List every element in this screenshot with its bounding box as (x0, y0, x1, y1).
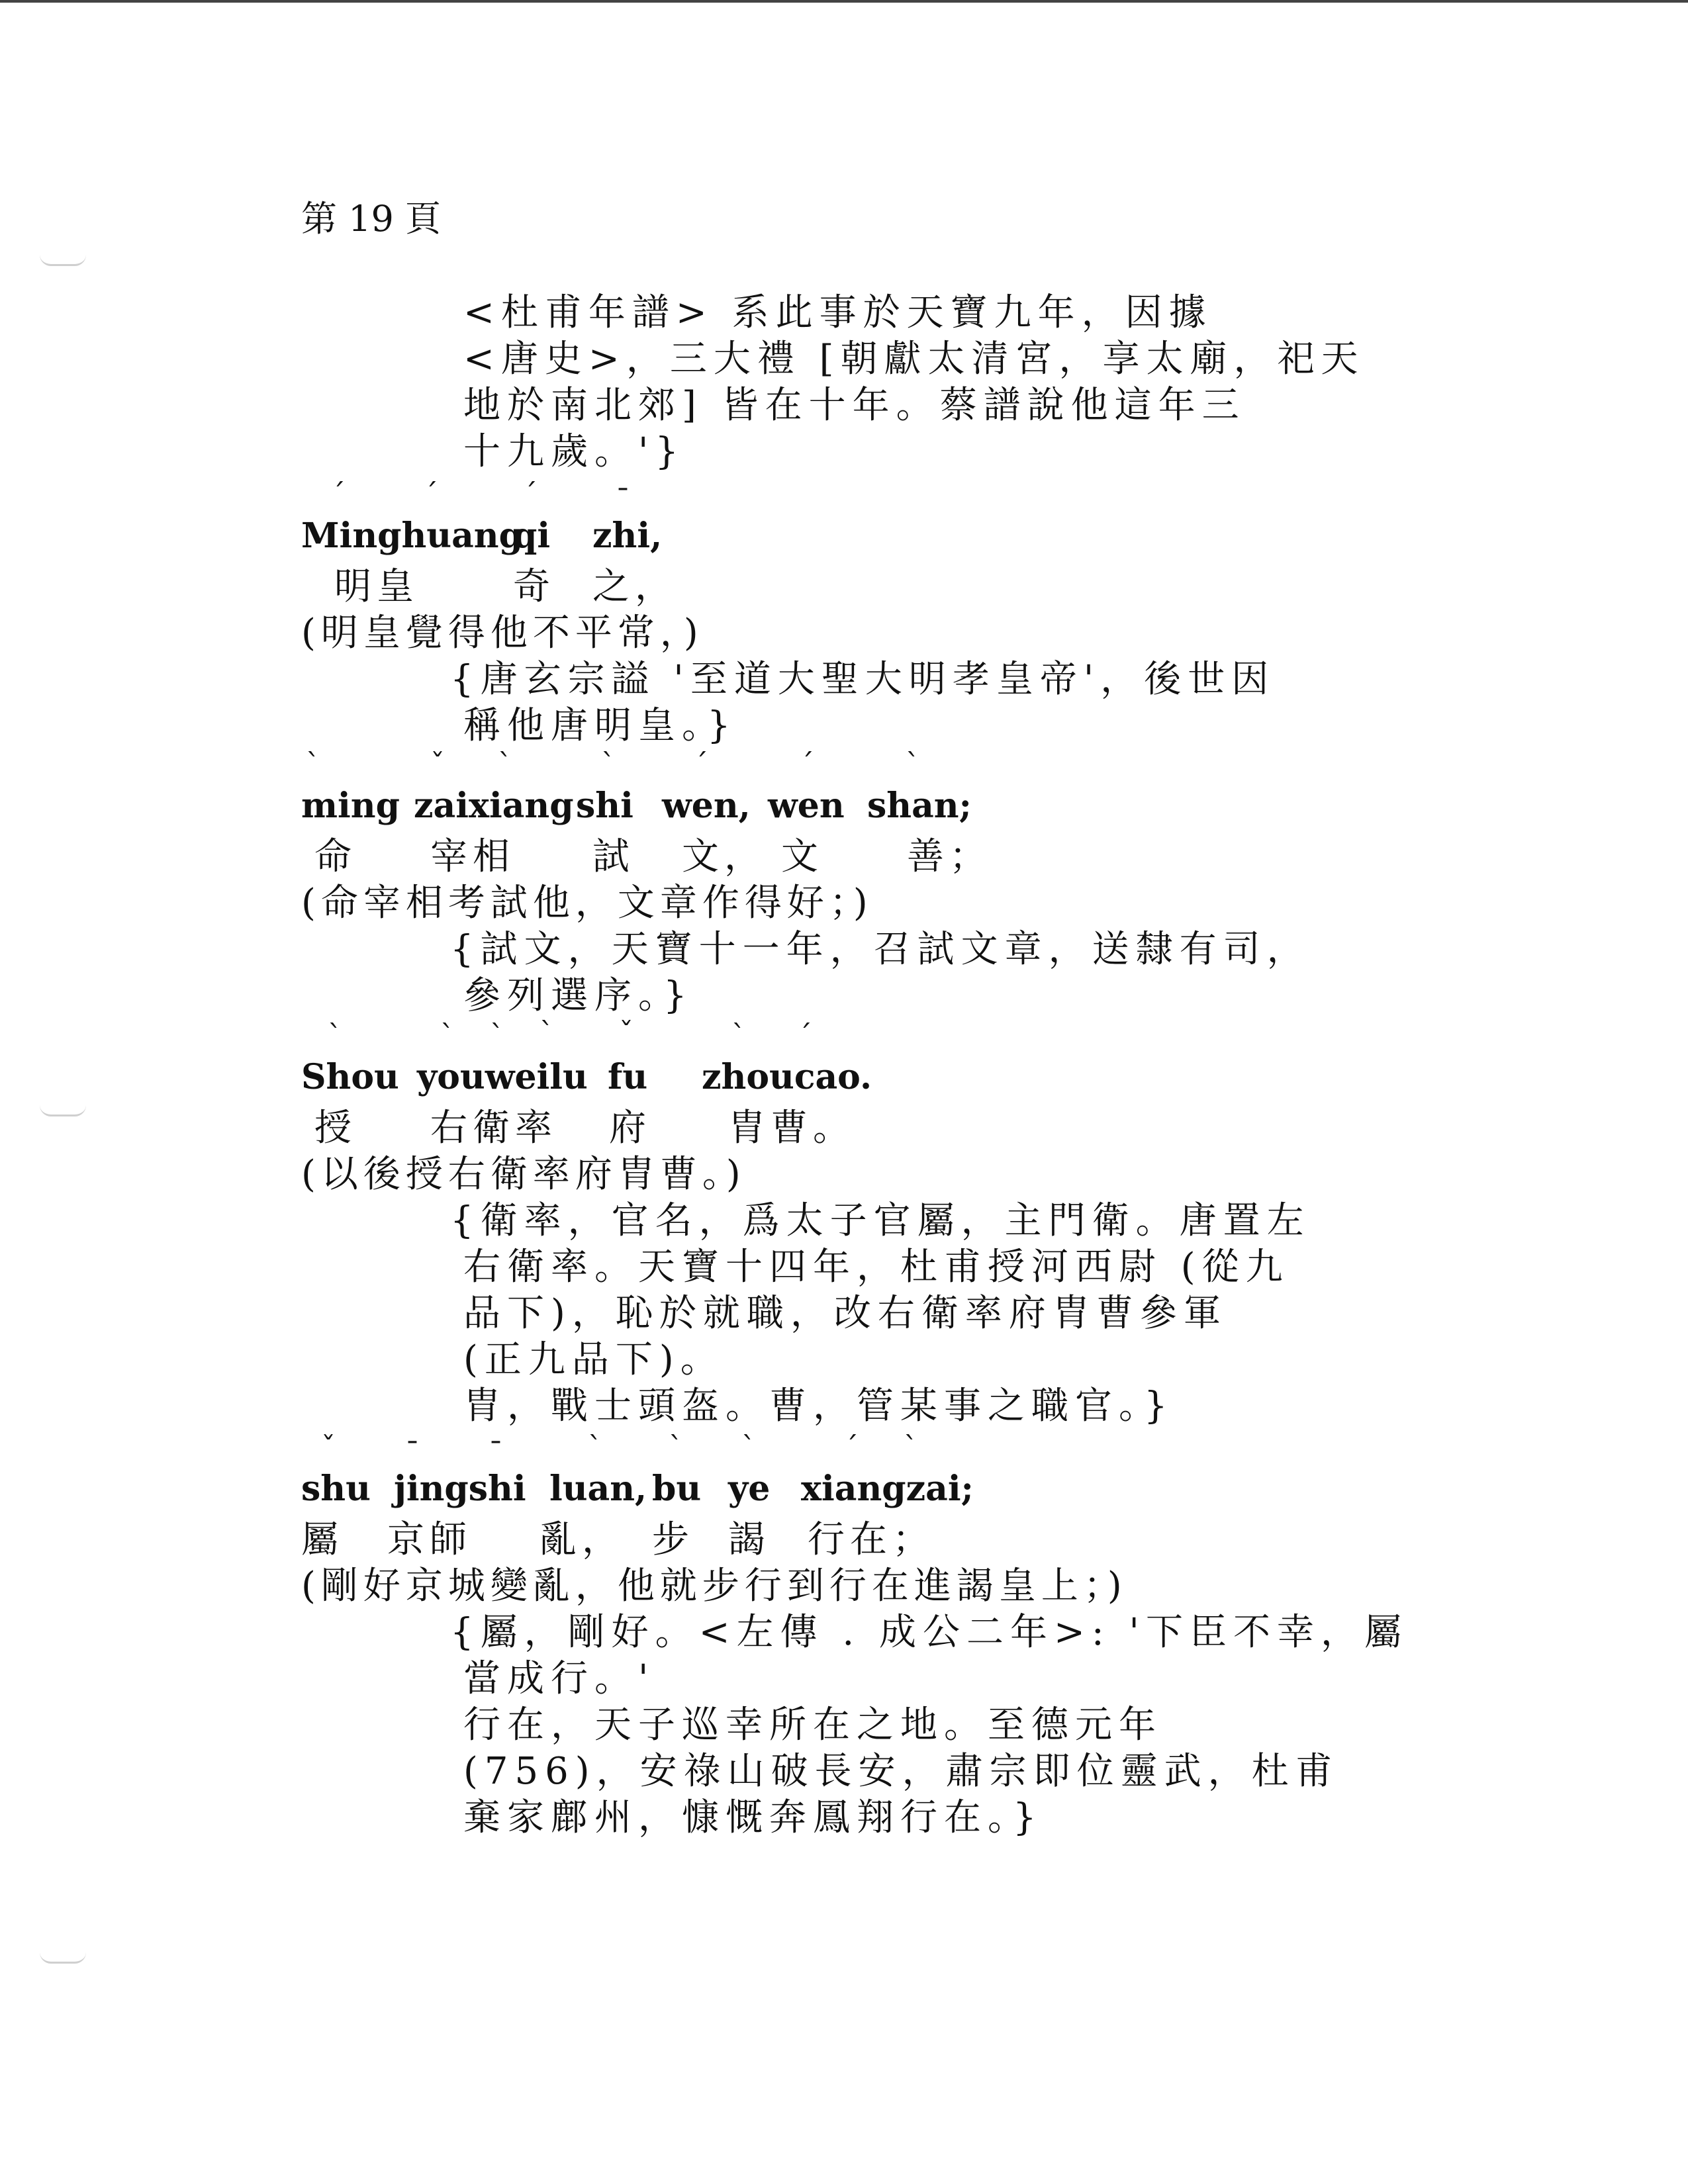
rising-tone-mark: ˊ (424, 478, 438, 512)
pinyin-word: wen, (662, 786, 751, 826)
character-word: 善； (907, 835, 992, 878)
pinyin-word: zaixiang (414, 786, 574, 826)
note-line: {衛率，官名，爲太子官屬，主門衛。唐置左 (450, 1199, 1311, 1242)
falling-tone-mark: ˋ (328, 1019, 342, 1053)
character-line (0, 557, 1688, 608)
note-line: 品下)，恥於就職，改右衛率府胄曹參軍 (463, 1292, 1227, 1335)
note-line: 胄，戰士頭盔。曹，管某事之職官。} (463, 1385, 1174, 1428)
dipping-tone-mark: ˇ (619, 1017, 633, 1050)
pinyin-line (0, 1018, 1688, 1097)
character-line (0, 1099, 1688, 1150)
falling-tone-mark: ˋ (539, 1017, 554, 1050)
character-word: 試 (592, 835, 635, 878)
pinyin-word: qi (513, 516, 551, 556)
rising-tone-mark: ˊ (523, 478, 538, 512)
character-word: 謁 (728, 1518, 771, 1561)
character-word: 京師 (387, 1518, 472, 1561)
level-tone-mark: ˉ (616, 483, 630, 517)
falling-tone-mark: ˋ (498, 748, 512, 782)
pinyin-word: xiangzai; (801, 1469, 974, 1509)
note-line: {試文，天寶十一年，召試文章，送隸有司， (450, 928, 1311, 971)
note-line: 棄家鄜州，慷慨奔鳳翔行在。} (463, 1796, 1043, 1839)
dipping-tone-mark: ˇ (430, 748, 445, 782)
pinyin-word: luan, (549, 1469, 647, 1509)
character-word: 宰相 (430, 835, 515, 878)
falling-tone-mark: ˋ (490, 1019, 504, 1053)
character-word: 屬 (301, 1518, 344, 1561)
falling-tone-mark: ˋ (731, 1019, 746, 1053)
note-line: 參列選序。} (463, 974, 694, 1017)
note-line: (756)，安祿山破長安，肅宗即位靈武，杜甫 (463, 1750, 1339, 1793)
rising-tone-mark: ˊ (798, 1019, 812, 1053)
character-word: 府 (609, 1107, 651, 1150)
note-line: (正九品下)。 (463, 1338, 724, 1381)
note-line: 稱他唐明皇。} (463, 704, 737, 747)
note-line: 行在，天子巡幸所在之地。至德元年 (463, 1704, 1162, 1747)
dipping-tone-mark: ˇ (321, 1431, 336, 1465)
falling-tone-mark: ˋ (601, 748, 616, 782)
pinyin-word: youweilu (417, 1057, 588, 1097)
falling-tone-mark: ˋ (306, 748, 320, 782)
pinyin-line (0, 1430, 1688, 1509)
level-tone-mark: ˉ (405, 1436, 420, 1470)
character-word: 步 (652, 1518, 694, 1561)
pinyin-word: zhi, (592, 516, 663, 556)
pinyin-word: jingshi (394, 1469, 526, 1509)
note-line: 當成行。' (463, 1657, 655, 1700)
gloss-line: (命宰相考試他，文章作得好；) (301, 882, 873, 925)
falling-tone-mark: ˋ (741, 1431, 756, 1465)
top-edge-rule (0, 0, 1688, 3)
falling-tone-mark: ˋ (669, 1431, 683, 1465)
pinyin-word: ye (728, 1469, 771, 1509)
character-word: 胄曹。 (728, 1107, 855, 1150)
falling-tone-mark: ˋ (904, 1431, 918, 1465)
rising-tone-mark: ˊ (694, 748, 708, 782)
pinyin-word: bu (652, 1469, 702, 1509)
pinyin-word: shan; (867, 786, 972, 826)
character-word: 授 (314, 1107, 357, 1150)
pinyin-word: ming (301, 786, 400, 826)
character-word: 亂， (539, 1518, 624, 1561)
pinyin-word: shu (301, 1469, 371, 1509)
note-line: 右衛率。天寶十四年，杜甫授河西尉 (從九 (463, 1246, 1289, 1289)
intro-line: <杜甫年譜> 系此事於天寶九年，因據 (463, 291, 1213, 334)
page-number-header: 第 19 頁 (301, 198, 442, 240)
level-tone-mark: ˉ (489, 1436, 503, 1470)
character-word: 右衛率 (430, 1107, 557, 1150)
pinyin-word: shi (576, 786, 633, 826)
rising-tone-mark: ˊ (844, 1431, 859, 1465)
falling-tone-mark: ˋ (588, 1431, 602, 1465)
punch-hole-mark (40, 1952, 86, 1964)
character-line (0, 827, 1688, 878)
rising-tone-mark: ˊ (800, 748, 814, 782)
intro-line: 地於南北郊] 皆在十年。蔡譜說他這年三 (463, 384, 1246, 427)
pinyin-line (0, 747, 1688, 826)
character-word: 文 (781, 835, 823, 878)
character-word: 命 (314, 835, 357, 878)
pinyin-word: Shou (301, 1057, 399, 1097)
punch-hole-mark (40, 255, 86, 266)
pinyin-word: Minghuang (301, 516, 523, 556)
intro-line: 十九歲。'} (463, 430, 686, 473)
note-line: {唐玄宗謚 '至道大聖大明孝皇帝'，後世因 (450, 658, 1276, 701)
pinyin-line (0, 477, 1688, 556)
falling-tone-mark: ˋ (440, 1019, 455, 1053)
character-word: 文， (682, 835, 767, 878)
gloss-line: (以後授右衛率府胄曹。) (301, 1153, 746, 1196)
pinyin-word: fu (608, 1057, 648, 1097)
character-word: 明皇 (334, 565, 419, 608)
note-line: {屬，剛好。<左傳 . 成公二年>: '下臣不幸，屬 (450, 1611, 1408, 1654)
pinyin-word: wen (768, 786, 845, 826)
character-line (0, 1510, 1688, 1561)
character-word: 行在； (808, 1518, 935, 1561)
falling-tone-mark: ˋ (906, 748, 920, 782)
pinyin-word: zhoucao. (702, 1057, 872, 1097)
gloss-line: (剛好京城變亂，他就步行到行在進謁皇上；) (301, 1565, 1127, 1608)
character-word: 之， (592, 565, 677, 608)
rising-tone-mark: ˊ (331, 478, 346, 512)
intro-line: <唐史>，三大禮 [朝獻太清宮，享太廟，祀天 (463, 338, 1365, 381)
gloss-line: (明皇覺得他不平常，) (301, 612, 704, 655)
character-word: 奇 (513, 565, 555, 608)
